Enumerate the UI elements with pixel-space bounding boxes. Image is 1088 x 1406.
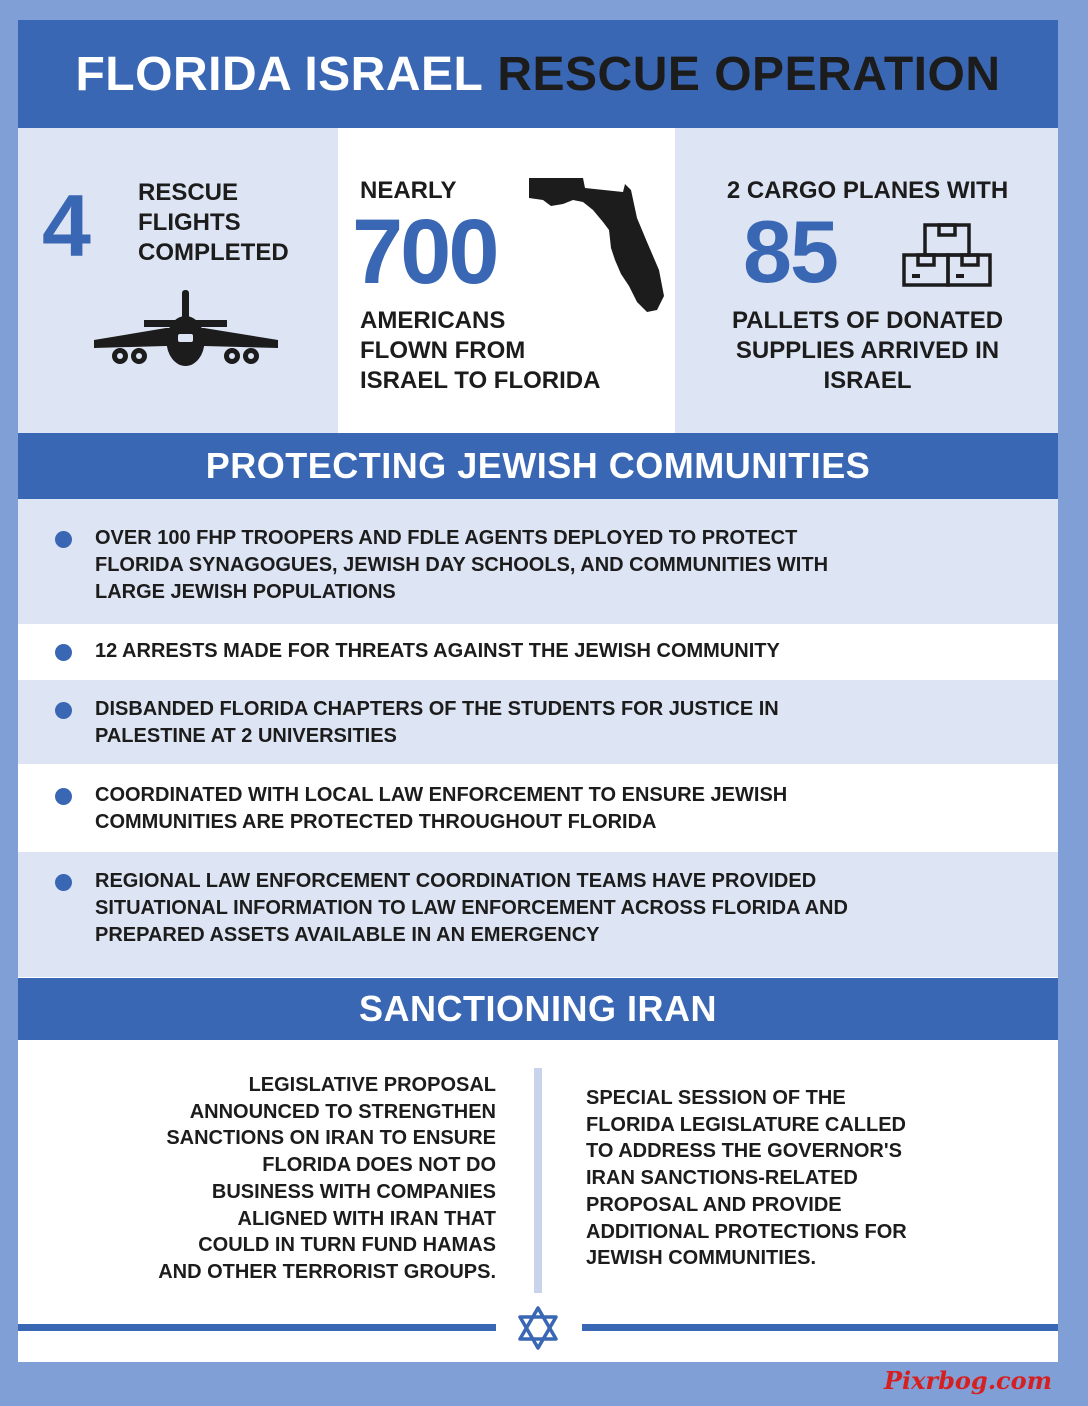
bullet-text (95, 525, 1035, 606)
label-line: ISRAEL TO FLORIDA (360, 367, 601, 394)
text-line: LEGISLATIVE PROPOSAL (248, 1074, 496, 1096)
text-line: ANNOUNCED TO STRENGTHEN (189, 1100, 496, 1123)
section-heading-sanctioning: SANCTIONING IRAN (18, 978, 1058, 1040)
text-line: FLORIDA LEGISLATURE CALLED (586, 1113, 906, 1136)
section-heading-protecting: PROTECTING JEWISH COMMUNITIES (18, 433, 1058, 499)
text-line: ALIGNED WITH IRAN THAT (237, 1207, 496, 1230)
text-line: BUSINESS WITH COMPANIES (211, 1180, 496, 1203)
stat-cargo-number: 85 (743, 202, 837, 301)
page-title (75, 47, 1000, 102)
label-line: PALLETS OF DONATED (731, 307, 1004, 334)
bullet-dot (55, 788, 72, 805)
sanctions-right-text (586, 1085, 1006, 1272)
label-line: COMPLETED (138, 239, 289, 266)
bullet-text (95, 868, 1035, 949)
text-line: COULD IN TURN FUND HAMAS (198, 1234, 496, 1257)
text-line: TO ADDRESS THE GOVERNOR'S (586, 1140, 902, 1163)
stat-americans-number: 700 (352, 201, 497, 303)
text-line: SPECIAL SESSION OF THE (586, 1087, 846, 1109)
text-line: SANCTIONS ON IRAN TO ENSURE (166, 1127, 496, 1150)
label-line: FLIGHTS (138, 209, 241, 236)
list-item (18, 680, 1058, 764)
sanctions-left-text (78, 1072, 496, 1286)
bullet-text (95, 638, 1035, 665)
stat-rescue-flights-label (138, 178, 289, 268)
stat-rescue-flights (18, 128, 338, 433)
bullet-line: FLORIDA SYNAGOGUES, JEWISH DAY SCHOOLS, AND COMMUNITIES WITH (95, 554, 829, 576)
list-item (18, 624, 1058, 680)
florida-map-icon (521, 170, 669, 315)
list-item (18, 852, 1058, 977)
bullet-line: DISBANDED FLORIDA CHAPTERS OF THE STUDENTS FOR JUSTICE IN (95, 698, 779, 720)
text-line: ADDITIONAL PROTECTIONS FOR (586, 1220, 907, 1243)
stat-americans-label (360, 306, 600, 396)
stat-cargo-pre: 2 CARGO PLANES WITH (726, 177, 1009, 204)
list-item (18, 764, 1058, 852)
stat-americans-pre: NEARLY (360, 177, 457, 204)
bullet-line: OVER 100 FHP TROOPERS AND FDLE AGENTS DEPLOYED TO PROTECT (95, 527, 798, 549)
star-of-david-icon (516, 1305, 560, 1351)
column-divider (534, 1068, 542, 1293)
bullet-dot (55, 874, 72, 891)
label-line: AMERICANS (360, 307, 506, 334)
label-line: ISRAEL (823, 367, 912, 394)
bullet-dot (55, 531, 72, 548)
watermark: Pixrbog.com (884, 1366, 1053, 1395)
stat-cargo-label (695, 306, 1040, 396)
bullet-line: SITUATIONAL INFORMATION TO LAW ENFORCEMENT ACROSS FLORIDA AND (95, 897, 848, 919)
text-line: FLORIDA DOES NOT DO (262, 1154, 496, 1177)
label-line: RESCUE (138, 179, 239, 206)
label-line: SUPPLIES ARRIVED IN (735, 337, 1000, 364)
label-line: FLOWN FROM (360, 337, 526, 364)
airplane-icon (94, 290, 278, 370)
title-part-1: FLORIDA ISRAEL (75, 47, 484, 101)
bullet-dot (55, 702, 72, 719)
stat-rescue-flights-number: 4 (42, 176, 91, 275)
bullet-line: PREPARED ASSETS AVAILABLE IN AN EMERGENCY (95, 924, 600, 946)
text-line: IRAN SANCTIONS-RELATED (586, 1167, 858, 1190)
footer-line-left (18, 1324, 496, 1331)
boxes-icon (901, 222, 993, 288)
bullet-line: LARGE JEWISH POPULATIONS (95, 581, 396, 603)
title-part-2: RESCUE OPERATION (497, 47, 1001, 101)
text-line: PROPOSAL AND PROVIDE (586, 1193, 842, 1216)
title-bar (18, 20, 1058, 128)
stats-row (18, 128, 1058, 433)
text-line: JEWISH COMMUNITIES. (586, 1247, 817, 1270)
footer-line-right (582, 1324, 1058, 1331)
stat-cargo (675, 128, 1058, 433)
bullet-line: 12 ARRESTS MADE FOR THREATS AGAINST THE JEWISH COMMUNITY (95, 640, 780, 662)
bullet-line: COMMUNITIES ARE PROTECTED THROUGHOUT FLORIDA (95, 811, 657, 833)
bullet-dot (55, 644, 72, 661)
list-item (18, 499, 1058, 624)
bullet-text (95, 782, 1035, 836)
bullet-line: REGIONAL LAW ENFORCEMENT COORDINATION TEAMS HAVE PROVIDED (95, 870, 817, 892)
infographic (18, 20, 1058, 1362)
text-line: AND OTHER TERRORIST GROUPS. (158, 1260, 496, 1283)
stat-americans (338, 128, 675, 433)
bullet-line: COORDINATED WITH LOCAL LAW ENFORCEMENT TO ENSURE JEWISH (95, 784, 788, 806)
bullet-text (95, 696, 1035, 750)
bullet-line: PALESTINE AT 2 UNIVERSITIES (95, 725, 397, 747)
